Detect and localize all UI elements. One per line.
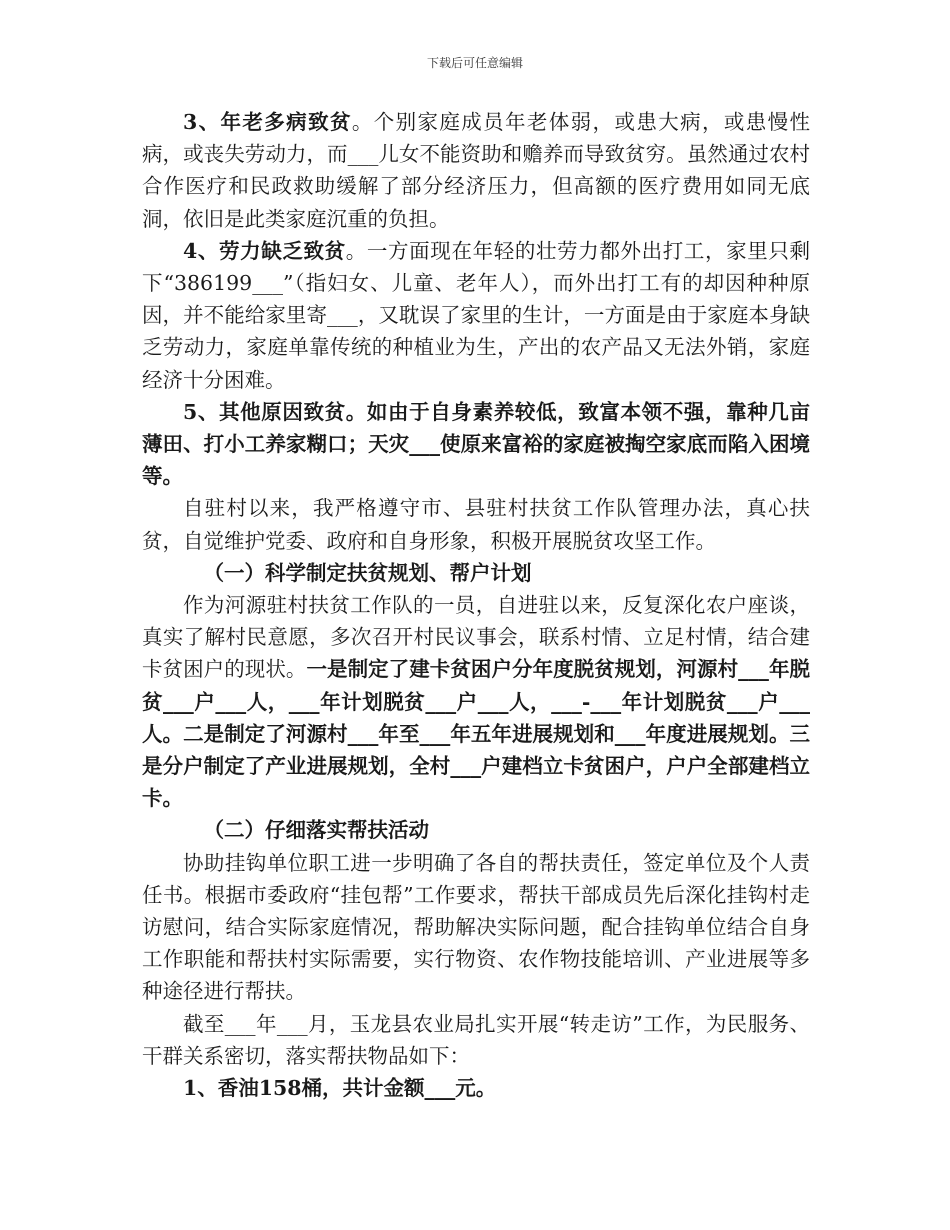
paragraph-heading: 4、劳力缺乏致贫: [183, 238, 346, 263]
paragraph-bold-tail: 一是制定了建卡贫困户分年度脱贫规划，河源村___年脱贫___户___人，___年计划脱贫___户___人，___-___年计划脱贫___户___人。二是制定了河源村___年至___年五年进展规划和___年度进展规划。三是分户制定了产业进展规划，全村___户建档立卡贫困户，户户全部建档立卡。: [142, 657, 811, 811]
paragraph-4: [142, 492, 810, 556]
paragraph-text: 。一方面现在年轻的壮劳力都外出打工，家里只剩下“386199___”（指妇女、儿童、老年人），而外出打工有的却因种种原因，并不能给家里寄___，又耽误了家里的生计，一方面是由于家庭本身缺乏劳动力，家庭单靠传统的种植业为生，产出的农产品又无法外销，家庭经济十分困难。: [142, 238, 810, 392]
paragraph-10: [142, 1072, 810, 1104]
section-title: （一）科学制定扶贫规划、帮户计划: [203, 560, 532, 585]
paragraph-heading: 5、其他原因致贫。如由于自身素养较低，致富本领不强，靠种几亩薄田、打小工养家糊口；天灾___使原来富裕的家庭被掏空家底而陷入困境等。: [142, 399, 810, 489]
paragraph-2: [142, 235, 810, 396]
paragraph-text: 自驻村以来，我严格遵守市、县驻村扶贫工作队管理办法，真心扶贫，自觉维护党委、政府和自身形象，积极开展脱贫攻坚工作。: [142, 496, 810, 553]
paragraph-text: 协助挂钩单位职工进一步明确了各自的帮扶责任，签定单位及个人责任书。根据市委政府“挂包帮”工作要求，帮扶干部成员先后深化挂钩村走访慰问，结合实际家庭情况，帮助解决实际问题，配合挂钩单位结合自身工作职能和帮扶村实际需要，实行物资、农作物技能培训、产业进展等多种途径进行帮扶。: [142, 850, 810, 1004]
paragraph-3: [142, 396, 810, 493]
document-body: [142, 106, 810, 1104]
section-title: （二）仔细落实帮扶活动: [203, 818, 429, 843]
paragraph-heading: 3、年老多病致贫: [183, 110, 352, 134]
paragraph-heading: 1、香油158桶，共计金额___元。: [183, 1076, 497, 1101]
page-header: 下载后可任意编辑: [426, 56, 523, 70]
section-heading-2: [142, 814, 810, 846]
section-heading-1: [142, 557, 810, 589]
paragraph-9: [142, 1008, 810, 1072]
paragraph-8: [142, 847, 810, 1008]
paragraph-6: [142, 589, 810, 814]
paragraph-text: 截至___年___月，玉龙县农业局扎实开展“转走访”工作，为民服务、干群关系密切，落实帮扶物品如下：: [142, 1011, 810, 1068]
paragraph-text: 。个别家庭成员年老体弱，或患大病，或患慢性病，或丧失劳动力，而___儿女不能资助和赡养而导致贫穷。虽然通过农村合作医疗和民政救助缓解了部分经济压力，但高额的医疗费用如同无底洞，依旧是此类家庭沉重的负担。: [142, 110, 811, 231]
paragraph-1: [142, 106, 810, 235]
paragraph-text: 作为河源驻村扶贫工作队的一员，自进驻以来，反复深化农户座谈，真实了解村民意愿，多次召开村民议事会，联系村情、立足村情，结合建卡贫困户的现状。: [142, 593, 810, 682]
